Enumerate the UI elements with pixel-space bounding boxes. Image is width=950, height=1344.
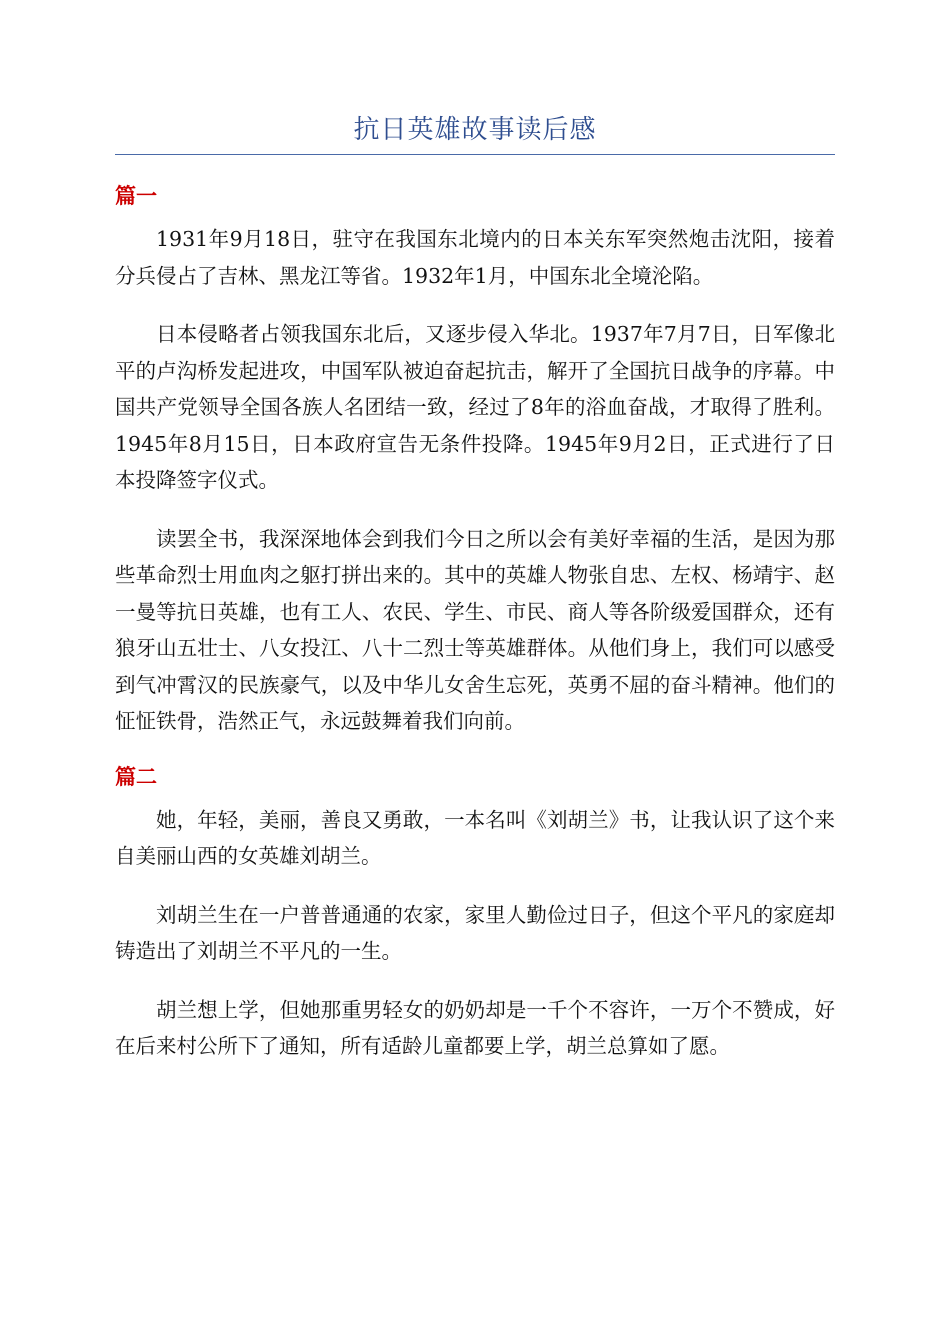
paragraph: 1931年9月18日，驻守在我国东北境内的日本关东军突然炮击沈阳，接着分兵侵占了吉林、黑龙江等省。1932年1月，中国东北全境沦陷。 [115, 227, 835, 288]
document-page [115, 110, 835, 1087]
paragraph: 胡兰想上学，但她那重男轻女的奶奶却是一千个不容许，一万个不赞成，好在后来村公所下了通知，所有适龄儿童都要上学，胡兰总算如了愿。 [115, 997, 835, 1058]
paragraph: 刘胡兰生在一户普普通通的农家，家里人勤俭过日子，但这个平凡的家庭却铸造出了刘胡兰不平凡的一生。 [115, 902, 835, 963]
title-underline [115, 154, 835, 155]
paragraph: 读罢全书，我深深地体会到我们今日之所以会有美好幸福的生活，是因为那些革命烈士用血肉之躯打拼出来的。其中的英雄人物张自忠、左权、杨靖宇、赵一曼等抗日英雄，也有工人、农民、学生、市民、商人等各阶级爱国群众，还有狼牙山五壮士、八女投江、八十二烈士等英雄群体。从他们身上，我们可以感受到气冲霄汉的民族豪气，以及中华儿女舍生忘死，英勇不屈的奋斗精神。他们的怔怔铁骨，浩然正气，永远鼓舞着我们向前。 [115, 526, 835, 733]
document-title: 抗日英雄故事读后感 [353, 115, 597, 145]
paragraph: 她，年轻，美丽，善良又勇敢，一本名叫《刘胡兰》书，让我认识了这个来自美丽山西的女英雄刘胡兰。 [115, 807, 835, 868]
paragraph: 日本侵略者占领我国东北后，又逐步侵入华北。1937年7月7日，日军像北平的卢沟桥发起进攻，中国军队被迫奋起抗击，解开了全国抗日战争的序幕。中国共产党领导全国各族人名团结一致，经过了8年的浴血奋战，才取得了胜利。1945年8月15日，日本政府宣告无条件投降。1945年9月2日，正式进行了日本投降签字仪式。 [115, 322, 835, 492]
section-heading: 篇二 [115, 764, 157, 789]
section-heading: 篇一 [115, 184, 157, 208]
section-2 [115, 762, 835, 1065]
section-1 [115, 181, 835, 740]
